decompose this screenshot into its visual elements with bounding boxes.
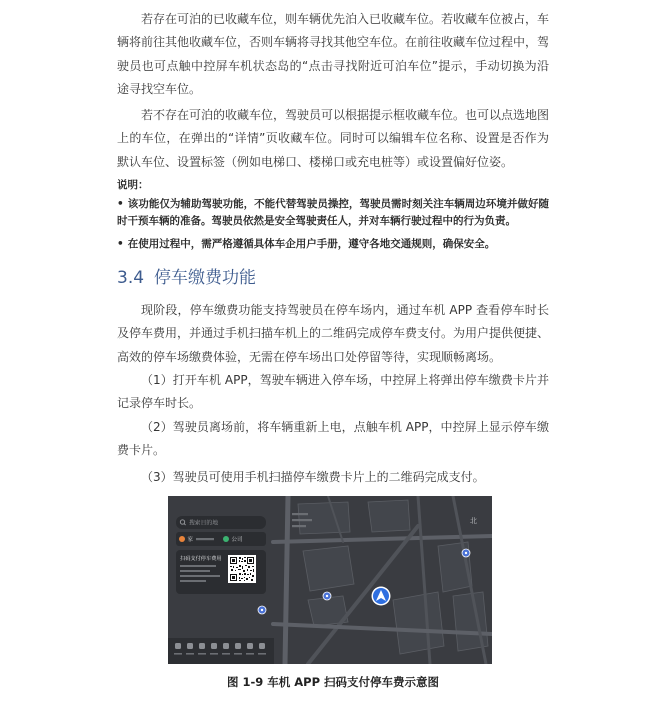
note-label: 说明： [117, 179, 149, 191]
step-item: （3）驾驶员可使用手机扫描停车缴费卡片上的二维码完成支付。 [141, 470, 485, 484]
note-item-text: 在使用过程中，需严格遵循具体车企用户手册，遵守各地交通规则，确保安全。 [127, 238, 496, 250]
note-item [117, 236, 549, 253]
dock-label [186, 653, 194, 655]
dock-app-icon [235, 643, 241, 649]
poi-marker-icon [323, 592, 331, 600]
company-shortcut-icon [223, 536, 229, 542]
bullet-marker: • [117, 198, 124, 210]
poi-marker-dot [326, 595, 328, 597]
poi-marker-dot [465, 552, 467, 554]
figure-caption: 图 1-9 车机 APP 扫码支付停车费示意图 [226, 675, 440, 689]
note-item-text: 该功能仅为辅助驾驶功能，不能代替驾驶员操控，驾驶员需时刻关注车辆周边环境并做好随时干预车辆的准备。驾驶员依然是安全驾驶责任人，并对车辆行驶过程中的行为负责。 [117, 198, 549, 227]
section-intro: 现阶段，停车缴费功能支持驾驶员在停车场内，通过车机 APP 查看停车时长及停车费用，并通过手机扫描车机上的二维码完成停车费支付。为用户提供便捷、高效的停车场缴费体验，无需在停车场出口处停留等待，实现顺畅离场。 [117, 303, 550, 364]
dock-app-icon [259, 643, 265, 649]
dock-label [234, 653, 242, 655]
shortcut-detail-line [196, 538, 214, 540]
app-dock [168, 638, 274, 664]
road-label [292, 513, 308, 515]
body-paragraph: 若存在可泊的已收藏车位，则车辆优先泊入已收藏车位。若收藏车位被占，车辆将前往其他收藏车位，否则车辆将寻找其他空车位。在前往收藏车位过程中，驾驶员也可点触中控屏车机状态岛的“点击寻找附近可泊车位”提示，手动切换为沿途寻找空车位。 [117, 12, 550, 97]
figure-screenshot [168, 496, 492, 664]
section-heading [117, 266, 549, 290]
dock-app-icon [211, 643, 217, 649]
poi-marker-dot [261, 609, 263, 611]
section-number: 3.4 [117, 268, 145, 288]
qr-code-icon [228, 555, 256, 583]
body-paragraph: 若不存在可泊的收藏车位，驾驶员可以根据提示框收藏车位。也可以点选地图上的车位，在弹出的“详情”页收藏车位。同时可以编辑车位名称、设置是否作为默认车位、设置标签（例如电梯口、楼梯口或充电桩等）或设置偏好位姿。 [117, 108, 550, 169]
dock-label [222, 653, 230, 655]
card-detail-line [180, 565, 216, 567]
map-building [368, 500, 410, 532]
step-item: （1）打开车机 APP，驾驶车辆进入停车场，中控屏上将弹出停车缴费卡片并记录停车时长。 [117, 373, 549, 411]
dock-label [210, 653, 218, 655]
map-building [393, 592, 444, 654]
step-item: （2）驾驶员离场前，将车辆重新上电，点触车机 APP，中控屏上显示停车缴费卡片。 [117, 420, 549, 458]
card-detail-line [180, 580, 206, 582]
dock-label [198, 653, 206, 655]
shortcut-company-label: 公司 [231, 537, 243, 544]
home-shortcut-icon [179, 536, 185, 542]
dock-label [258, 653, 266, 655]
road-label [292, 525, 306, 527]
dock-app-icon [199, 643, 205, 649]
road-label [292, 519, 312, 521]
dock-app-icon [175, 643, 181, 649]
parking-card-title: 扫码支付停车费用 [180, 556, 222, 562]
map-building [298, 502, 350, 534]
section-title: 停车缴费功能 [154, 268, 257, 288]
dock-app-icon [223, 643, 229, 649]
compass-label: 北 [470, 517, 477, 525]
poi-marker-icon [258, 606, 266, 614]
shortcut-home-label: 家 [187, 537, 194, 544]
dock-label [246, 653, 254, 655]
map-building [303, 546, 354, 591]
card-detail-line [180, 575, 220, 577]
bullet-marker: • [117, 238, 124, 250]
note-item [117, 196, 549, 230]
card-detail-line [180, 570, 210, 572]
dock-label [174, 653, 182, 655]
navigation-arrow-icon [372, 587, 391, 606]
dock-app-icon [247, 643, 253, 649]
map-road [285, 496, 288, 664]
poi-marker-icon [462, 549, 470, 557]
search-placeholder: 搜索目的地 [189, 520, 218, 527]
nav-map-screenshot [168, 496, 492, 664]
dock-app-icon [187, 643, 193, 649]
